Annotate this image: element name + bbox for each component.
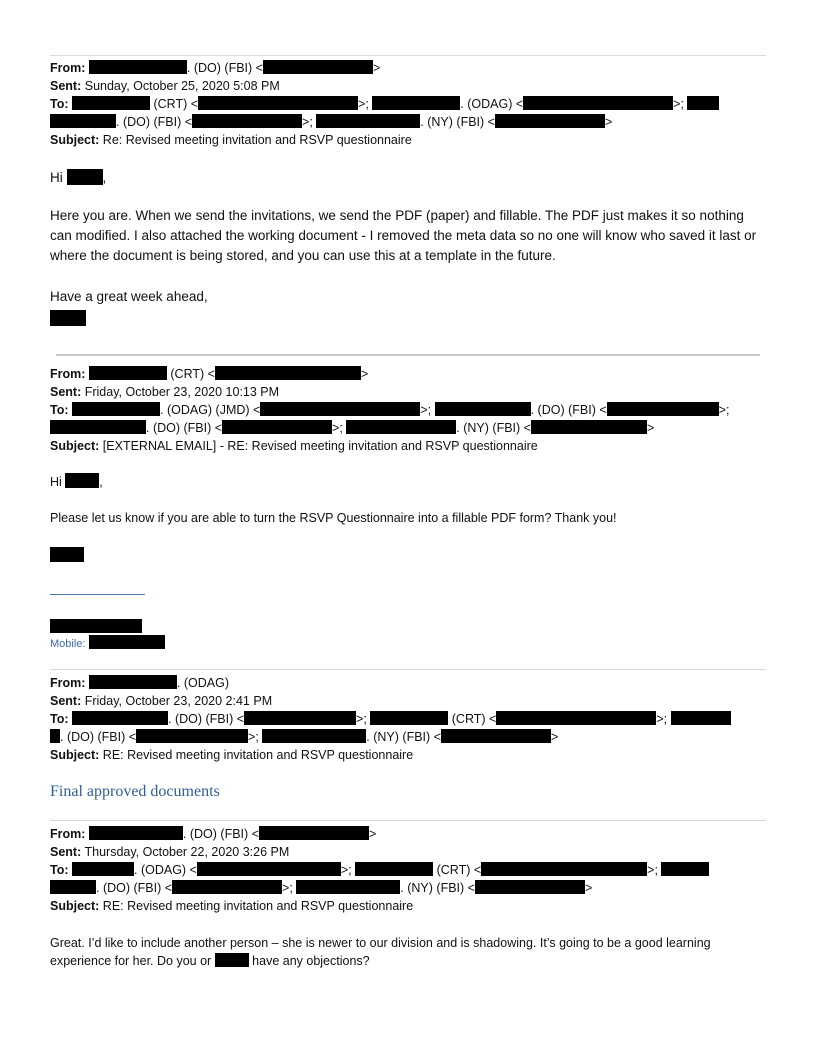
msg2-greeting: Hi , [50,475,103,489]
msg1-from: From: . (DO) (FBI) < > [50,61,381,75]
redaction [50,114,116,128]
msg1-to-line1: To: (CRT) < >; . (ODAG) < >; [50,95,719,113]
redaction [687,96,719,110]
redaction [244,711,356,725]
redaction [89,826,183,840]
msg1-subject: Subject: Re: Revised meeting invitation and RSVP questionnaire [50,133,412,147]
redaction [89,60,187,74]
redaction [481,862,647,876]
redaction [72,402,160,416]
redaction [441,729,551,743]
redaction [192,114,302,128]
redaction [89,675,177,689]
msg3-to-line1: To: . (DO) (FBI) < >; (CRT) < >; [50,710,731,728]
msg2-mobile: Mobile: [50,635,165,652]
divider [50,55,766,56]
msg4-subject: Subject: RE: Revised meeting invitation and RSVP questionnaire [50,899,414,913]
msg3-sent: Sent: Friday, October 23, 2020 2:41 PM [50,694,273,708]
redaction [316,114,420,128]
redaction [136,729,248,743]
redaction [50,420,146,434]
redaction [215,953,249,967]
msg2-paragraph: Please let us know if you are able to turn the RSVP Questionnaire into a fillable PDF form? Thank you! [50,511,617,525]
msg1-closing: Have a great week ahead, [50,289,208,304]
redaction [260,402,420,416]
redaction [222,420,332,434]
redaction [67,169,103,185]
msg3-from: From: . (ODAG) [50,676,229,690]
redaction [671,711,731,725]
redaction [495,114,605,128]
redaction [523,96,673,110]
msg3-heading: Final approved documents [50,783,220,800]
redaction [50,729,60,743]
divider [50,669,766,670]
msg2-to-line1: To: . (ODAG) (JMD) < >; . (DO) (FBI) < >; [50,403,730,417]
msg4-paragraph: Great. I’d like to include another person – she is newer to our division and is shadowing. It’s going to be a good learning experience for her. Do you or have any objections? [50,936,711,968]
redaction [65,473,99,488]
redaction [607,402,719,416]
msg3-subject: Subject: RE: Revised meeting invitation and RSVP questionnaire [50,748,414,762]
redaction [197,862,341,876]
msg1-sent: Sent: Sunday, October 25, 2020 5:08 PM [50,79,280,93]
msg1-greeting: Hi , [50,170,107,185]
redaction [215,366,361,380]
redaction [496,711,656,725]
redaction [296,880,400,894]
redaction [355,862,433,876]
signature-divider [50,594,145,595]
redaction [72,711,168,725]
msg1-paragraph: Here you are. When we send the invitations, we send the PDF (paper) and fillable. The PDF just makes it so nothing can modified. I also attached the working document - I removed the meta data so no one will know who saved it last or where the document is being stored, and you can use this at a template in the future. [50,208,757,263]
msg2-from: From: (CRT) < > [50,367,369,381]
msg2-subject: Subject: [EXTERNAL EMAIL] - RE: Revised meeting invitation and RSVP questionnaire [50,439,538,453]
redaction [89,366,167,380]
redaction [263,60,373,74]
msg4-to-line2: . (DO) (FBI) < >; . (NY) (FBI) < > [50,879,592,897]
msg4-from: From: . (DO) (FBI) < > [50,827,377,841]
msg4-sent: Sent: Thursday, October 22, 2020 3:26 PM [50,845,290,859]
msg2-to-line2: . (DO) (FBI) < >; . (NY) (FBI) < > [50,419,654,437]
msg3-to-line2: . (DO) (FBI) < >; . (NY) (FBI) < > [50,728,558,746]
redaction [72,96,150,110]
redaction [531,420,647,434]
msg1-to-line2: . (DO) (FBI) < >; . (NY) (FBI) < > [50,113,612,131]
redaction [72,862,134,876]
redaction [50,880,96,894]
redaction [661,862,709,876]
redaction [198,96,358,110]
redaction [262,729,366,743]
redaction [89,635,165,649]
redaction [172,880,282,894]
redaction [370,711,448,725]
redaction [435,402,531,416]
redaction [50,547,84,562]
redaction [372,96,460,110]
redaction [50,310,86,326]
msg4-to-line1: To: . (ODAG) < >; (CRT) < >; [50,861,709,879]
divider [50,820,766,821]
redaction [346,420,456,434]
redaction [475,880,585,894]
redaction [259,826,369,840]
msg2-sent: Sent: Friday, October 23, 2020 10:13 PM [50,385,280,399]
divider [56,354,760,356]
redaction [50,619,142,633]
